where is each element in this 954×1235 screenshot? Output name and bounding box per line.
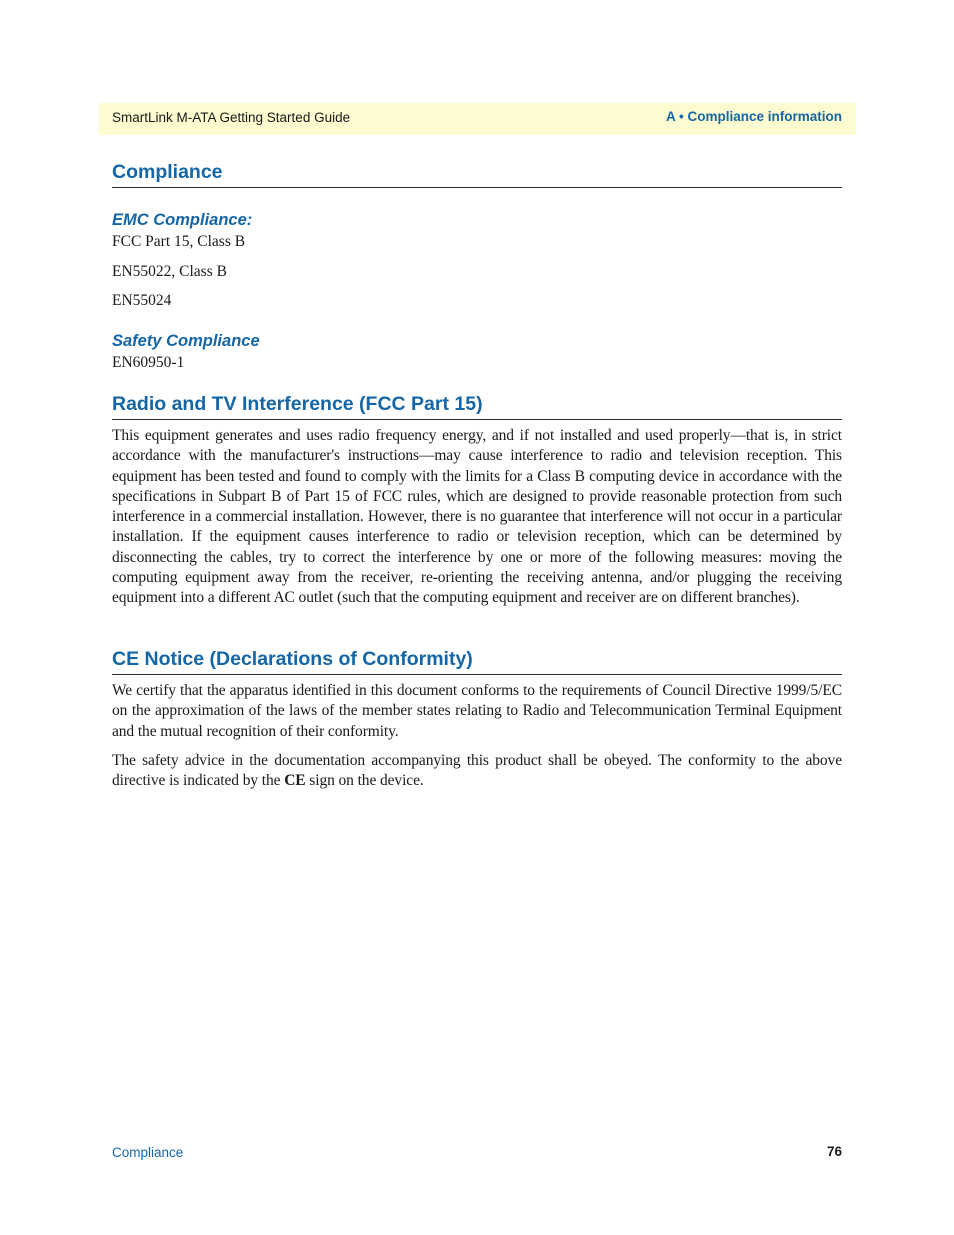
ce-notice-paragraph-2 <box>112 751 842 792</box>
ce-notice-paragraph-1: We certify that the apparatus identified in this document conforms to the requirements of Council Directive 1999/5/EC on the approximation of the laws of the member states relating to Radio and Telecommunication Terminal Equipment and the mutual recognition of their conformity. <box>112 682 842 740</box>
ce-mark: CE <box>284 772 306 790</box>
header-guide-title: SmartLink M-ATA Getting Started Guide <box>112 110 351 125</box>
emc-item: EN55022, Class B <box>112 263 227 280</box>
ce-text-before: The safety advice in the documentation accompanying this product shall be obeyed. The conformity to the above directive is indicated by the <box>112 752 842 790</box>
ce-text-after: sign on the device. <box>305 772 424 790</box>
radio-tv-paragraph: This equipment generates and uses radio frequency energy, and if not installed and used properly—that is, in strict accordance with the manufacturer's instructions—may cause interference to radio and television reception. This equipment has been tested and found to comply with the limits for a Class B computing device in accordance with the specifications in Subpart B of Part 15 of FCC rules, which are designed to provide reasonable protection from such interference in a commercial installation. However, there is no guarantee that interference will not occur in a particular installation. If the equipment causes interference to radio or television reception, which can be determined by disconnecting the cables, try to correct the interference by one or more of the following measures: moving the computing equipment away from the receiver, re-orienting the receiving antenna, and/or plugging the receiving equipment into a different AC outlet (such that the computing equipment and receiver are on different branches). <box>112 427 842 607</box>
header-chapter-title: A • Compliance information <box>666 109 842 124</box>
subheading-emc-compliance: EMC Compliance: <box>112 211 253 229</box>
emc-item: EN55024 <box>112 292 172 309</box>
safety-item: EN60950-1 <box>112 354 185 371</box>
section-title-compliance: Compliance <box>112 160 842 188</box>
running-header <box>99 103 856 135</box>
footer-section-name: Compliance <box>112 1145 184 1160</box>
section-title-ce-notice: CE Notice (Declarations of Conformity) <box>112 647 842 675</box>
subheading-safety-compliance: Safety Compliance <box>112 332 260 350</box>
section-title-radio-tv-interference: Radio and TV Interference (FCC Part 15) <box>112 392 842 420</box>
footer-page-number: 76 <box>826 1144 842 1159</box>
emc-item: FCC Part 15, Class B <box>112 233 246 250</box>
